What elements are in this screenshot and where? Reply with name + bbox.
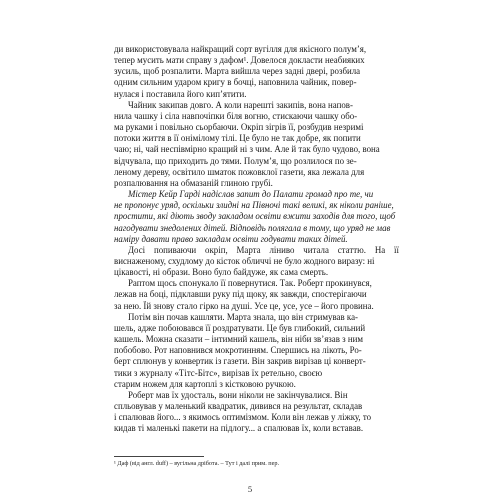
text-line: Містер Кейр Гарді надіслав запит до Палати громад про те, чи (128, 189, 374, 200)
text-line: простити, які діють зводу закладом освіти вжити заходів для того, щоб (114, 211, 396, 222)
text-line: ди використовувала найкращий сорт вугілля для якісного полум’я, (114, 44, 367, 54)
text-line: нила чашку і сіла навпочіпки біля вогню, стискаючи чашку обо- (114, 110, 358, 121)
footnote-divider (114, 456, 204, 457)
text-line: ма руками і повільно сьорбаючи. Окріп зігрів її, розбудив незримі (114, 122, 364, 133)
text-line: спльовував у маленький квадратик, дивився на результат, складав (114, 401, 363, 411)
text-line: і спалював його... з якимось оптимізмом. Коли він лежав у ліжку, то (114, 412, 372, 423)
text-line: чаю; ні, чай неспівмірно кращий ні з чим. Але й так було чудово, вона (114, 144, 380, 155)
page-number: 5 (247, 484, 253, 494)
text-line: нулася і поставила його кип’ятити. (114, 88, 247, 99)
text-line: за нею. Їй знову стало гірко на душі. Усе це, усе, усе – його провина. (114, 300, 374, 311)
text-line: Потім він почав кашляти. Марта знала, що він стримував ка- (128, 311, 358, 322)
footnote: ¹ Даф (від англ. duff) – вугільна дрібота. – Тут і далі прим. пер. (114, 460, 279, 467)
text-line: наміру давати право закладам освіти годувати таких дітей. (114, 233, 348, 244)
text-line: тепер мусить мати справу з дафом¹. Довелося докласти неабияких (114, 55, 365, 66)
text-line: тики з журналу «Тітс-Бітс», вирізав їх ретельно, своєю (114, 367, 323, 378)
text-line: побобово. Рот наповнився мокротинням. Спершись на лікоть, Ро- (114, 345, 362, 356)
text-line: потоки життя в її оніміломy тілі. Це було не так добре, як попити (114, 133, 361, 144)
text-line: кидав ті маленькі пакети на підлогу... а спалював їх, коли вставав. (114, 423, 364, 434)
text-line: Чайник закипав довго. А коли нарешті закипів, вона напов- (128, 99, 353, 110)
text-line: Досі попиваючи окріп, Марта ліниво читала статтю. На її виснаженому, схудлому до кісток обличчі не було жодного виразу: ні (114, 244, 399, 266)
text-line: відчувала, що приходить до тями. Полум’я, що розлилося по зе- (114, 155, 357, 166)
text-line: цікавості, ні образи. Воно було байдуже, як сама смерть. (114, 267, 329, 278)
text-line: Роберт мав їх удосталь, вони ніколи не закінчувалися. Він (128, 389, 348, 400)
text-line: кашель. Можна сказати – інтимний кашель, він ніби зв’язав з ним (114, 334, 363, 345)
text-line: нагодувати знедолених дітей. Відповідь полягала в тому, що уряд не мав (114, 222, 391, 233)
text-line: не пропонує уряд, оскільки злидні на Півночі такі великі, як ніколи раніше, (114, 200, 394, 211)
text-line: леному дереву, освітило шматок пожовклої газети, яка лежала для (114, 166, 365, 177)
text-line: зусиль, щоб розпалити. Марта вийшла через задні двері, розбила (114, 66, 361, 77)
text-line: шель, адже побоювався її роздратувати. Це був глибокий, сильний (114, 322, 366, 333)
text-line: розпалювання на обмазаній глиною грубі. (114, 177, 273, 188)
text-line: одним сильним ударом кригу в бочці, наповнила чайник, повер- (114, 77, 357, 88)
body-text (114, 44, 399, 434)
text-line: старим ножем для картоплі з кістковою ручкою. (114, 378, 296, 389)
text-line: берт сплюнув у конвертик із газети. Він закрив вирізав ці конверт- (114, 356, 366, 367)
text-line: Раптом щось спонукало її повернутися. Так. Роберт прокинувся, (128, 278, 372, 289)
text-line: лежав на боці, підклавши руку під щоку, як завжди, спостерігаючи (114, 289, 367, 300)
